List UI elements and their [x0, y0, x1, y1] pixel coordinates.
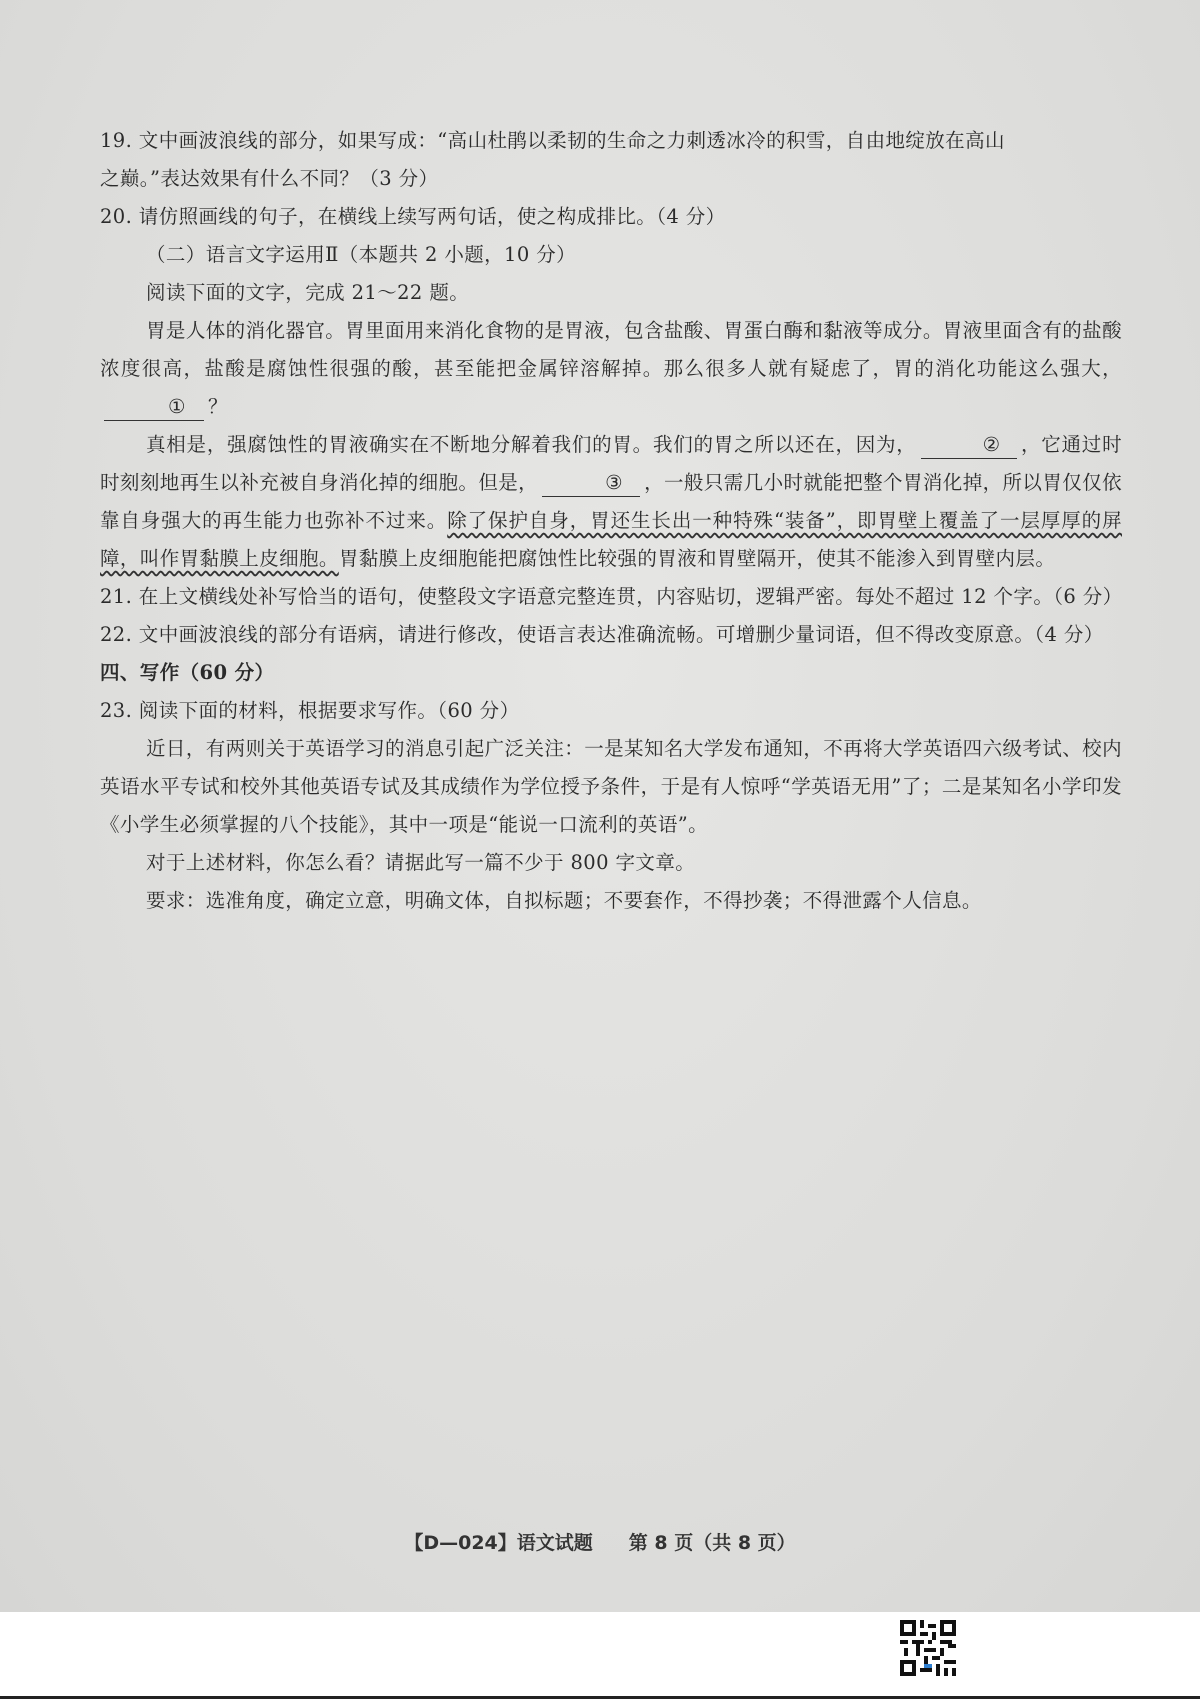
- passage-p2-text-4: 胃黏膜上皮细胞能把腐蚀性比较强的胃液和胃壁隔开，使其不能渗入到胃壁内层。: [338, 547, 1056, 570]
- passage-p1-end: ？: [208, 395, 228, 418]
- question-21: 21. 在上文横线处补写恰当的语句，使整段文字语意完整连贯，内容贴切，逻辑严密。每处不超过 12 个字。（6 分）: [100, 585, 1123, 608]
- passage-p2-text-3: ，一般只需几小时就能把整个胃消化掉，所以胃仅仅依靠自身强大的再生能力也弥补不过来。: [100, 471, 1122, 532]
- writing-requirements: 要求：选准角度，确定立意，明确文体，自拟标题；不要套作，不得抄袭；不得泄露个人信息。: [146, 889, 982, 912]
- passage-paragraph-1: [100, 312, 1122, 426]
- question-22: 22. 文中画波浪线的部分有语病，请进行修改，使语言表达准确流畅。可增删少量词语，但不得改变原意。（4 分）: [100, 623, 1104, 646]
- exam-code: 【D—024】语文试题: [404, 1532, 593, 1554]
- blank-1: ①: [104, 394, 204, 421]
- passage-paragraph-2: [100, 426, 1122, 578]
- blank-3: ③: [542, 470, 640, 497]
- passage-p2-text-2: ，它通过时时刻刻地再生以补充被自身消化掉的细胞。但是，: [100, 433, 1122, 494]
- section-4-heading: 四、写作（60 分）: [100, 661, 275, 684]
- writing-material: 近日，有两则关于英语学习的消息引起广泛关注：一是某知名大学发布通知，不再将大学英语四六级考试、校内英语水平专试和校外其他英语专试及其成绩作为学位授予条件，于是有人惊呼“学英语无用”了；二是某知名小学印发《小学生必须掌握的八个技能》，其中一项是“能说一口流利的英语”。: [100, 737, 1122, 836]
- page-footer: [0, 1528, 1200, 1555]
- writing-prompt: 对于上述材料，你怎么看？请据此写一篇不少于 800 字文章。: [146, 851, 696, 874]
- question-20: 20. 请仿照画线的句子，在横线上续写两句话，使之构成排比。（4 分）: [100, 205, 726, 228]
- passage-p2-text-1: 真相是，强腐蚀性的胃液确实在不断地分解着我们的胃。我们的胃之所以还在，因为，: [146, 433, 917, 456]
- page-content: [100, 122, 1122, 920]
- passage-p1-text: 胃是人体的消化器官。胃里面用来消化食物的是胃液，包含盐酸、胃蛋白酶和黏液等成分。胃液里面含有的盐酸浓度很高，盐酸是腐蚀性很强的酸，甚至能把金属锌溶解掉。那么很多人就有疑虑了，胃的消化功能这么强大，: [100, 319, 1122, 380]
- qr-code-icon: [900, 1620, 956, 1676]
- section-2-heading: （二）语言文字运用Ⅱ（本题共 2 小题，10 分）: [146, 243, 577, 266]
- wavy-underlined-sentence: 除了保护自身，胃还生长出一种特殊“装备”，即胃壁上覆盖了一层厚厚的屏障，叫作胃黏膜上皮细胞。: [100, 509, 1122, 570]
- blank-2: ②: [921, 432, 1017, 459]
- reading-instruction: 阅读下面的文字，完成 21～22 题。: [146, 281, 470, 304]
- question-19-line1: 19. 文中画波浪线的部分，如果写成：“高山杜鹃以柔韧的生命之力刺透冰冷的积雪，自由地绽放在高山: [100, 129, 1005, 152]
- question-19-line2: 之巅。”表达效果有什么不同？（3 分）: [100, 167, 439, 190]
- page-number: 第 8 页（共 8 页）: [628, 1532, 796, 1554]
- question-23: 23. 阅读下面的材料，根据要求写作。（60 分）: [100, 699, 520, 722]
- bottom-margin: [0, 1612, 1200, 1699]
